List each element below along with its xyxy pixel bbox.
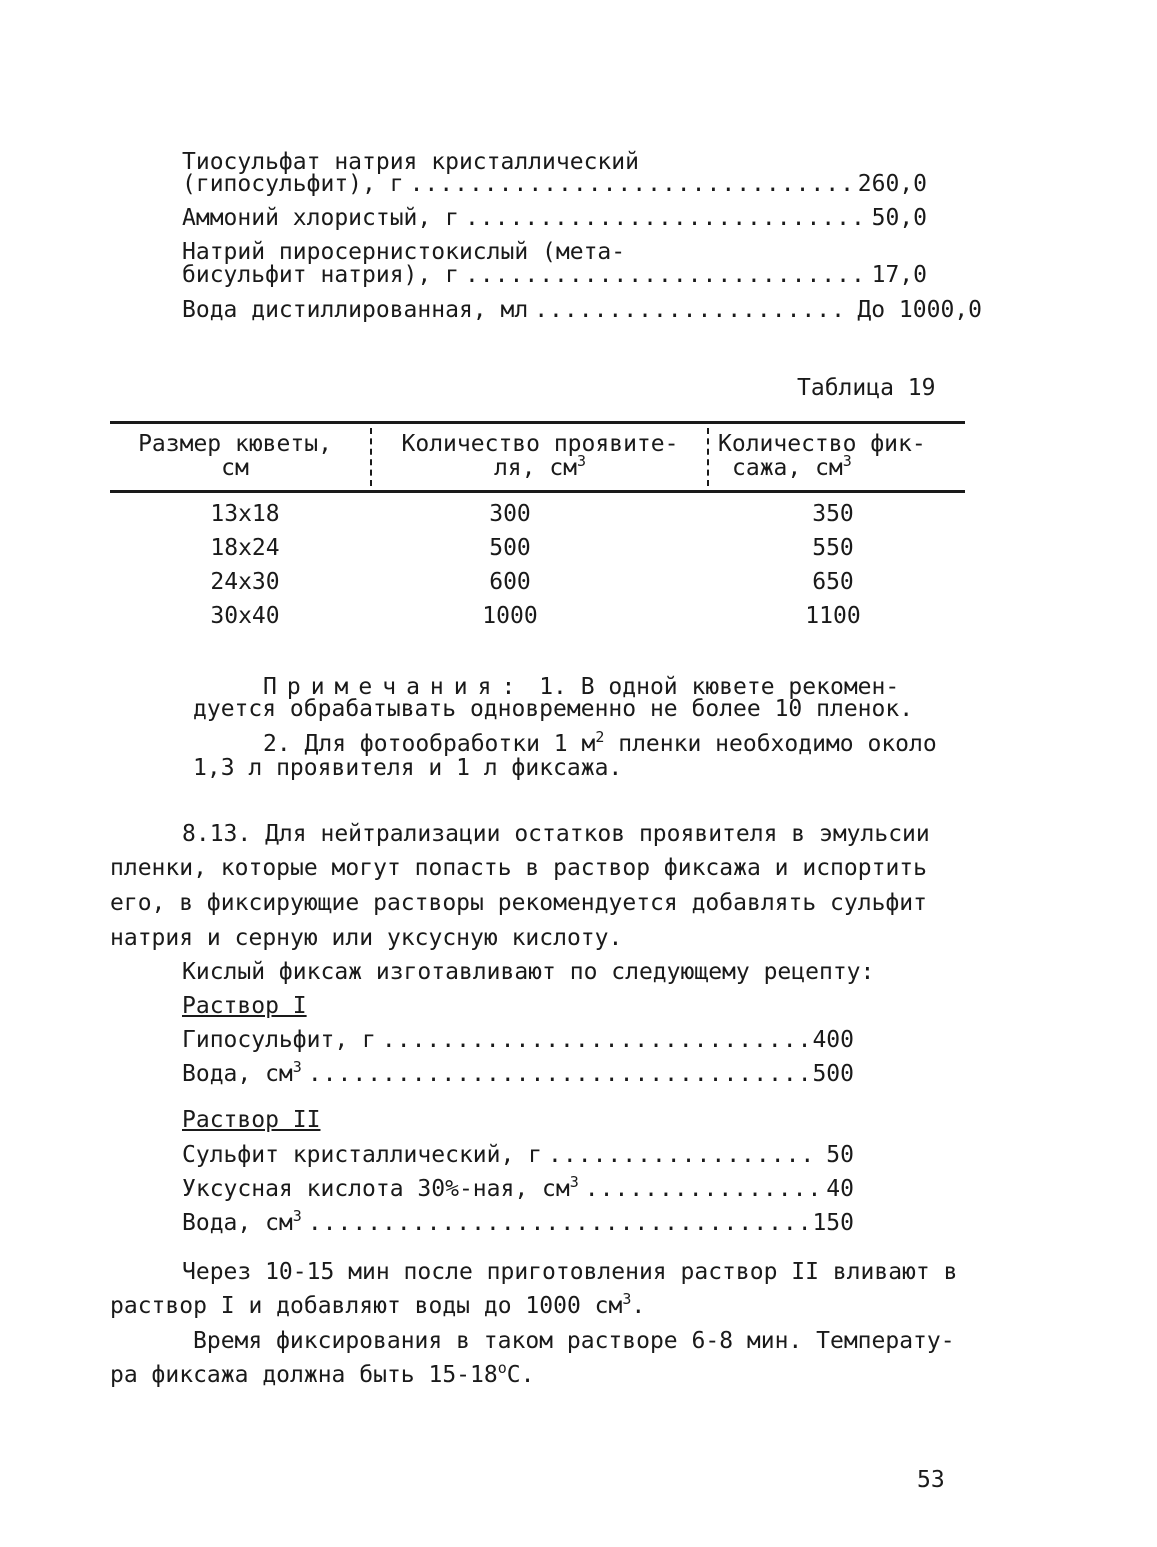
para1-line: пленки, которые могут попасть в раствор фиксажа и испортить <box>110 855 927 881</box>
table-cell: 550 <box>812 535 854 561</box>
leader-dots <box>308 1211 807 1235</box>
superscript: 3 <box>577 452 587 470</box>
recipe1-item4-label: Вода дистиллированная, мл <box>182 297 529 323</box>
recipe1-item1-label: (гипосульфит), г <box>182 171 404 197</box>
table-cell: 500 <box>489 535 531 561</box>
note2-line2: 1,3 л проявителя и 1 л фиксажа. <box>193 755 623 781</box>
superscript: 3 <box>292 1058 302 1076</box>
note2-line1 <box>263 728 937 757</box>
leader-dots <box>465 206 866 230</box>
solution2-item2 <box>182 1173 854 1202</box>
table-header-size <box>110 432 360 480</box>
note1-text: 1. В одной кювете рекомен- <box>539 674 900 700</box>
para3-text: С. <box>506 1362 535 1388</box>
header-line: Количество фик- <box>718 431 926 457</box>
table-cell: 1000 <box>482 603 538 629</box>
solution2-item1 <box>182 1143 854 1167</box>
column-separator <box>707 428 709 486</box>
recipe1-item2 <box>182 206 927 230</box>
recipe1-item1 <box>182 172 927 196</box>
para1-line: его, в фиксирующие растворы рекомендуется добавлять сульфит <box>110 890 927 916</box>
recipe1-item1-line1: Тиосульфат натрия кристаллический <box>182 149 639 175</box>
table-cell: 350 <box>812 501 854 527</box>
table-cell: 1100 <box>805 603 861 629</box>
leader-dots <box>410 172 852 196</box>
table-cell: 300 <box>489 501 531 527</box>
solution2-title: Раствор II <box>182 1107 321 1133</box>
recipe1-item4 <box>182 298 982 322</box>
solution1-item2 <box>182 1058 854 1087</box>
table-cell: 18x24 <box>210 535 280 561</box>
solution2-item1-label: Сульфит кристаллический, г <box>182 1142 543 1168</box>
solution1-title: Раствор I <box>182 993 307 1019</box>
superscript: 2 <box>595 728 605 746</box>
table-cell: 650 <box>812 569 854 595</box>
recipe1-item4-value: До 1000,0 <box>857 297 982 323</box>
label-text: Вода, см <box>182 1061 293 1087</box>
solution1-item1-label: Гипосульфит, г <box>182 1027 376 1053</box>
para3-line2 <box>110 1359 535 1388</box>
para2-text: . <box>631 1293 646 1319</box>
solution2-item3-label <box>182 1207 302 1236</box>
table-cell: 13x18 <box>210 501 280 527</box>
notes-label: Примечания: <box>263 674 526 700</box>
column-separator <box>370 428 372 486</box>
table-header-developer <box>380 432 700 480</box>
recipe-intro: Кислый фиксаж изготавливают по следующему рецепту: <box>182 959 875 985</box>
solution2-item2-value: 40 <box>826 1176 854 1202</box>
leader-dots <box>465 263 866 287</box>
superscript: о <box>497 1359 507 1377</box>
leader-dots <box>382 1028 807 1052</box>
para1-line: натрия и серную или уксусную кислоту. <box>110 925 623 951</box>
solution2-item2-label <box>182 1173 579 1202</box>
leader-dots <box>585 1177 821 1201</box>
header-line: см <box>221 455 249 481</box>
para3-line1: Время фиксирования в таком растворе 6-8 мин. Температу- <box>193 1328 955 1354</box>
header-line: Количество проявите- <box>401 431 679 457</box>
superscript: 3 <box>569 1173 579 1191</box>
leader-dots <box>308 1062 807 1086</box>
superscript: 3 <box>622 1290 632 1308</box>
table-cell: 30x40 <box>210 603 280 629</box>
solution1-item2-value: 500 <box>812 1061 854 1087</box>
para2-text: раствор I и добавляют воды до 1000 см <box>110 1293 623 1319</box>
recipe1-item3-value: 17,0 <box>871 262 927 288</box>
solution2-item1-value: 50 <box>826 1142 854 1168</box>
solution1-item1-value: 400 <box>812 1027 854 1053</box>
recipe1-item1-value: 260,0 <box>857 171 927 197</box>
solution1-item1 <box>182 1028 854 1052</box>
header-line <box>718 452 948 481</box>
recipe1-item3-label: бисульфит натрия), г <box>182 262 459 288</box>
para1-line: 8.13. Для нейтрализации остатков проявителя в эмульсии <box>182 821 930 847</box>
solution1-item2-label <box>182 1058 302 1087</box>
superscript: 3 <box>842 452 852 470</box>
leader-dots <box>548 1143 820 1167</box>
para2-line2 <box>110 1290 646 1319</box>
table-caption: Таблица 19 <box>797 375 936 401</box>
table-top-rule <box>110 421 965 424</box>
page-number: 53 <box>917 1467 945 1493</box>
header-text: ля, см <box>493 455 578 481</box>
superscript: 3 <box>292 1207 302 1225</box>
table-cell: 24x30 <box>210 569 280 595</box>
para3-text: ра фиксажа должна быть 15-18 <box>110 1362 498 1388</box>
leader-dots <box>534 298 851 322</box>
para2-line1: Через 10-15 мин после приготовления раствор II вливают в <box>182 1259 958 1285</box>
note1-line2: дуется обрабатывать одновременно не более 10 пленок. <box>193 696 914 722</box>
table-cell: 600 <box>489 569 531 595</box>
note2-text: 2. Для фотообработки 1 м <box>263 731 596 757</box>
recipe1-item3-line1: Натрий пиросернистокислый (мета- <box>182 239 626 265</box>
table-header-fixer <box>718 432 948 480</box>
recipe1-item3 <box>182 263 927 287</box>
header-text: сажа, см <box>732 455 843 481</box>
solution2-item3 <box>182 1207 854 1236</box>
table-header-rule <box>110 490 965 493</box>
recipe1-item2-value: 50,0 <box>871 205 927 231</box>
header-line <box>380 452 700 481</box>
label-text: Вода, см <box>182 1210 293 1236</box>
note2-text: пленки необходимо около <box>604 731 937 757</box>
recipe1-item2-label: Аммоний хлористый, г <box>182 205 459 231</box>
solution2-item3-value: 150 <box>812 1210 854 1236</box>
header-line: Размер кюветы, <box>138 431 332 457</box>
label-text: Уксусная кислота 30%-ная, см <box>182 1176 570 1202</box>
